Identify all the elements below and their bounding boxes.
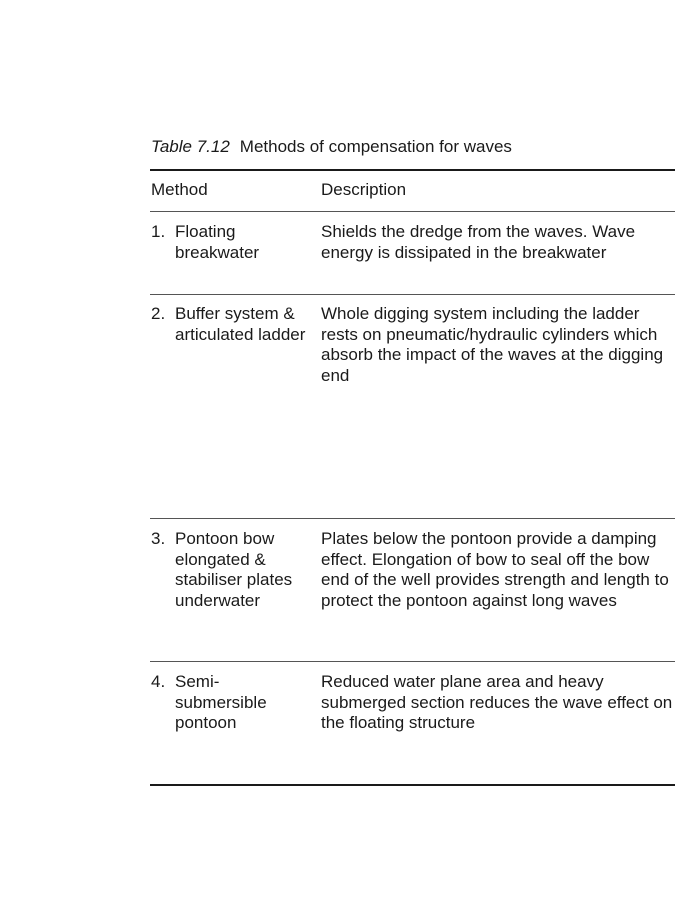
column-header-method: Method <box>151 180 208 199</box>
table-top-rule <box>150 169 675 171</box>
row-number: 1. <box>151 222 166 241</box>
table-bottom-rule <box>150 784 675 786</box>
table-number: Table 7.12 <box>151 137 230 156</box>
row-divider <box>150 661 675 662</box>
row-number: 4. <box>151 672 166 691</box>
row-divider <box>150 294 675 295</box>
table-caption <box>151 137 512 157</box>
row-method: Semi-submersible pontoon <box>175 672 267 732</box>
row-method: Pontoon bow elongated & stabiliser plates underwater <box>175 529 293 610</box>
table-title: Methods of compensation for waves <box>239 137 512 156</box>
row-description: Shields the dredge from the waves. Wave energy is dissipated in the breakwater <box>321 222 636 262</box>
row-number: 2. <box>151 304 166 323</box>
row-number: 3. <box>151 529 166 548</box>
row-description: Whole digging system including the ladder rests on pneumatic/hydraulic cylinders which absorb the impact of the waves at the digging end <box>321 304 664 385</box>
row-method: Buffer system & articulated ladder <box>175 304 306 344</box>
row-divider <box>150 518 675 519</box>
row-description: Reduced water plane area and heavy submerged section reduces the wave effect on the floating structure <box>321 672 673 732</box>
row-description: Plates below the pontoon provide a damping effect. Elongation of bow to seal off the bow end of the well provides strength and length to protect the pontoon against long waves <box>321 529 669 610</box>
header-rule <box>150 211 675 212</box>
row-method: Floating breakwater <box>175 222 260 262</box>
column-header-description: Description <box>321 180 407 199</box>
